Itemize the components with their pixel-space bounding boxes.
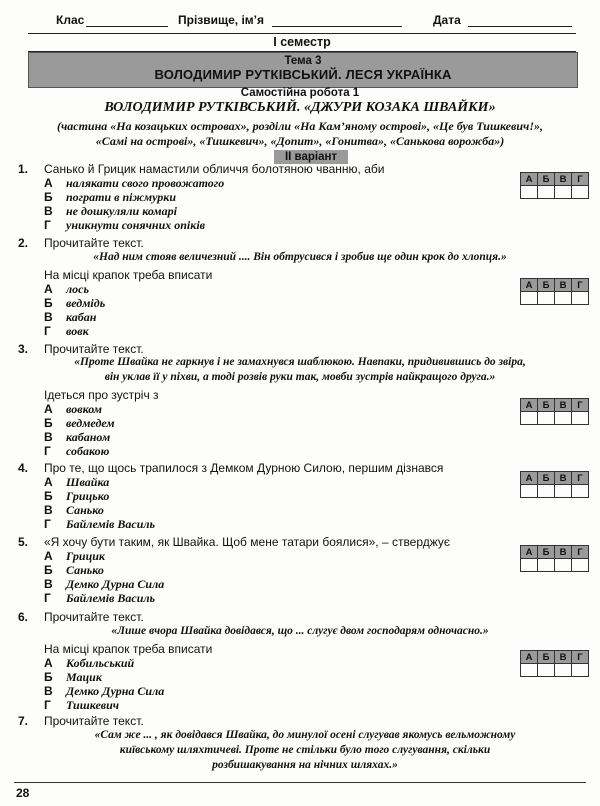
option-g[interactable]: Г Байлемів Василь bbox=[44, 591, 156, 605]
option-a[interactable]: А Кобильський bbox=[44, 656, 135, 670]
option-g[interactable]: Г Байлемів Василь bbox=[44, 517, 156, 531]
question-text: Прочитайте текст. bbox=[44, 714, 144, 728]
question-text: Прочитайте текст. bbox=[44, 342, 144, 356]
quote-line: «Сам же ... , як довідався Швайка, до минулої осені слугував якомусь вельможному bbox=[94, 729, 516, 741]
question-prompt: На місці крапок треба вписати bbox=[44, 642, 213, 656]
option-b[interactable]: Б пограти в піжмурки bbox=[44, 190, 177, 204]
option-b[interactable]: Б Мацик bbox=[44, 670, 102, 684]
option-g[interactable]: Г уникнути сонячних опіків bbox=[44, 218, 206, 232]
semester-heading: І семестр bbox=[28, 33, 576, 52]
option-v[interactable]: В Демко Дурна Сила bbox=[44, 577, 165, 591]
option-b[interactable]: Б ведмідь bbox=[44, 296, 106, 310]
answer-grid[interactable]: А Б В Г bbox=[520, 650, 589, 677]
name-field[interactable] bbox=[272, 26, 402, 27]
option-a[interactable]: А налякати свого провожатого bbox=[44, 176, 225, 190]
question-number: 6. bbox=[18, 610, 29, 624]
variant-badge: ІІ варіант bbox=[274, 150, 348, 164]
option-v[interactable]: В кабан bbox=[44, 310, 97, 324]
question-number: 5. bbox=[18, 535, 29, 549]
theme-title: ВОЛОДИМИР РУТКІВСЬКИЙ. ЛЕСЯ УКРАЇНКА bbox=[154, 67, 452, 82]
question-number: 7. bbox=[18, 714, 29, 728]
class-label: Клас bbox=[56, 13, 85, 27]
option-v[interactable]: В не дошкуляли комарі bbox=[44, 204, 177, 218]
answer-grid[interactable]: А Б В Г bbox=[520, 398, 589, 425]
option-b[interactable]: Б Санько bbox=[44, 563, 104, 577]
option-a[interactable]: А лось bbox=[44, 282, 89, 296]
quote-line: київському шляхтичеві. Проте не стільки було того слугування, скільки bbox=[119, 744, 491, 756]
answer-grid[interactable]: А Б В Г bbox=[520, 172, 589, 199]
option-a[interactable]: А Грицик bbox=[44, 549, 106, 563]
subtitle-line: «Самі на острові», «Тишкевич», «Допит», «Гонитва», «Санькова ворожба») bbox=[95, 134, 505, 148]
question-number: 3. bbox=[18, 342, 29, 356]
class-field[interactable] bbox=[86, 26, 168, 27]
answer-grid[interactable]: А Б В Г bbox=[520, 278, 589, 305]
date-label: Дата bbox=[433, 13, 461, 27]
option-g[interactable]: Г вовк bbox=[44, 324, 89, 338]
work-title: Самостійна робота 1 bbox=[240, 87, 360, 99]
subtitle bbox=[20, 119, 580, 149]
theme-number: Тема 3 bbox=[284, 55, 322, 67]
answer-grid[interactable]: А Б В Г bbox=[520, 545, 589, 572]
option-b[interactable]: Б ведмедем bbox=[44, 416, 115, 430]
quote bbox=[40, 728, 570, 773]
option-g[interactable]: Г Тишкевич bbox=[44, 698, 120, 712]
quote: «Над ним стояв величезний .... Він обтрусився і зробив ще один крок до хлопця.» bbox=[93, 251, 507, 263]
option-a[interactable]: А вовком bbox=[44, 402, 102, 416]
subtitle-line: (частина «На козацьких островах», розділи «На Кам’яному острові», «Це був Тишкевич!», bbox=[56, 119, 544, 133]
student-header bbox=[28, 10, 576, 32]
name-label: Прізвище, ім’я bbox=[178, 13, 265, 27]
question-number: 4. bbox=[18, 461, 29, 475]
quote-line: розбишакування на нічних шляхах.» bbox=[212, 759, 398, 771]
question-number: 2. bbox=[18, 236, 29, 250]
question-prompt: Ідеться про зустріч з bbox=[44, 388, 159, 402]
date-field[interactable] bbox=[468, 26, 572, 27]
question-text: Санько й Грицик намастили обличчя болотяною чванню, аби bbox=[44, 162, 385, 176]
question-text: «Я хочу бути таким, як Швайка. Щоб мене татари боялися», – стверджує bbox=[44, 535, 451, 549]
question-text: Про те, що щось трапилося з Демком Дурною Силою, першим дізнався bbox=[44, 461, 444, 475]
quote-line: «Проте Швайка не гаркнув і не замахнувся шаблюкою. Навпаки, придивившись до звіра, bbox=[74, 356, 526, 368]
question-text: Прочитайте текст. bbox=[44, 610, 144, 624]
question-number: 1. bbox=[18, 162, 29, 176]
quote: «Лише вчора Швайка довідався, що ... слугує двом господарям одночасно.» bbox=[111, 625, 489, 637]
answer-grid[interactable]: А Б В Г bbox=[520, 471, 589, 498]
theme-banner bbox=[28, 52, 578, 88]
footer-rule bbox=[14, 782, 586, 783]
page-number: 28 bbox=[16, 786, 30, 800]
option-v[interactable]: В Демко Дурна Сила bbox=[44, 684, 165, 698]
option-g[interactable]: Г собакою bbox=[44, 444, 110, 458]
option-v[interactable]: В кабаном bbox=[44, 430, 111, 444]
quote-line: він уклав її у піхви, а тоді розвів руки так, мовби зустрів найкращого друга.» bbox=[104, 371, 496, 383]
question-prompt: На місці крапок треба вписати bbox=[44, 268, 213, 282]
question-text: Прочитайте текст. bbox=[44, 236, 144, 250]
option-a[interactable]: А Швайка bbox=[44, 475, 110, 489]
page-title: ВОЛОДИМИР РУТКІВСЬКИЙ. «ДЖУРИ КОЗАКА ШВАЙКИ» bbox=[104, 100, 496, 115]
option-v[interactable]: В Санько bbox=[44, 503, 104, 517]
quote bbox=[50, 355, 550, 385]
option-b[interactable]: Б Грицько bbox=[44, 489, 110, 503]
